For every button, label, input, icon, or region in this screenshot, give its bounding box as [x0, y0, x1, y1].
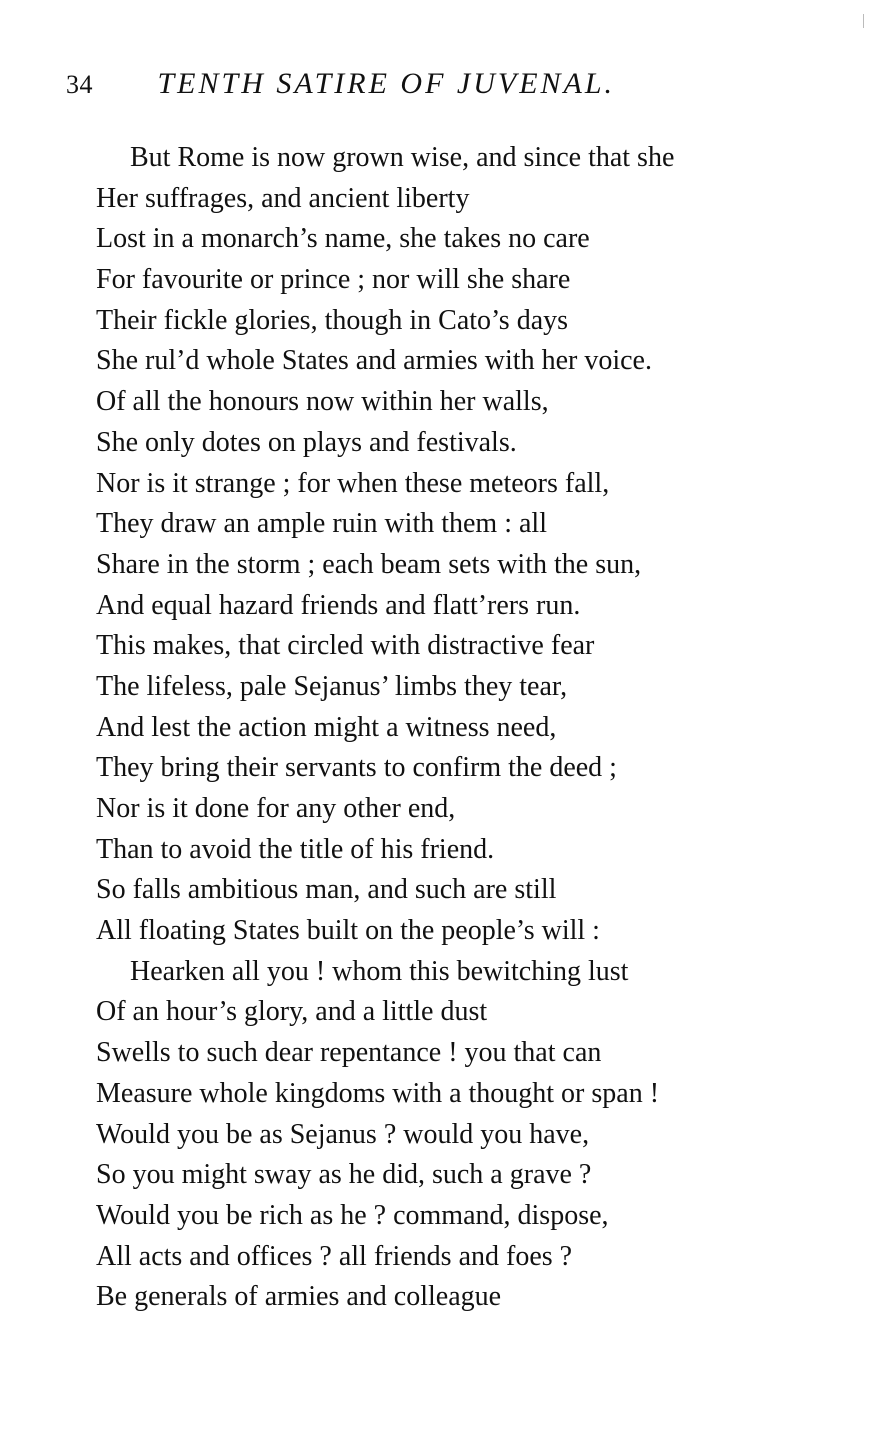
verse-line: So you might sway as he did, such a grave ? — [96, 1159, 592, 1191]
verse-line: Measure whole kingdoms with a thought or span ! — [96, 1077, 660, 1109]
page-edge-mark — [863, 14, 864, 28]
verse-line: This makes, that circled with distractive fear — [96, 630, 595, 662]
verse-line: They bring their servants to confirm the deed ; — [96, 752, 617, 784]
verse-line: The lifeless, pale Sejanus’ limbs they tear, — [96, 670, 568, 702]
verse-line: Of all the honours now within her walls, — [96, 386, 549, 418]
verse-line: So falls ambitious man, and such are still — [96, 874, 557, 906]
verse-line: Be generals of armies and colleague — [96, 1281, 502, 1313]
verse-line: Swells to such dear repentance ! you that can — [96, 1037, 602, 1069]
verse-line: And equal hazard friends and flatt’rers run. — [96, 589, 581, 621]
verse-line: Than to avoid the title of his friend. — [96, 833, 495, 865]
page-number: 34 — [66, 70, 93, 99]
verse-line: Their fickle glories, though in Cato’s days — [96, 304, 569, 336]
verse-line: Of an hour’s glory, and a little dust — [96, 996, 488, 1028]
verse-line: Nor is it done for any other end, — [96, 793, 456, 824]
verse-line: They draw an ample ruin with them : all — [96, 508, 547, 540]
running-head — [66, 64, 866, 104]
verse-line: Would you be as Sejanus ? would you have, — [96, 1118, 590, 1150]
verse-line: For favourite or prince ; nor will she share — [96, 264, 571, 296]
verse-line: Would you be rich as he ? command, dispose, — [96, 1199, 609, 1231]
verse-line: She rul’d whole States and armies with her voice. — [96, 345, 652, 377]
verse-line: Lost in a monarch’s name, she takes no care — [96, 223, 590, 255]
verse-line: And lest the action might a witness need, — [96, 711, 557, 743]
verse-line: Nor is it strange ; for when these meteors fall, — [96, 467, 610, 499]
verse-line: All floating States built on the people’s will : — [96, 915, 600, 947]
verse-line: Her suffrages, and ancient liberty — [96, 182, 470, 214]
verse-line: Share in the storm ; each beam sets with the sun, — [96, 548, 642, 580]
verse-line: But Rome is now grown wise, and since that she — [130, 142, 675, 173]
verse-text — [96, 138, 876, 1318]
running-title: TENTH SATIRE OF JUVENAL. — [157, 67, 616, 100]
verse-line: All acts and offices ? all friends and foes ? — [96, 1240, 573, 1272]
verse-line: She only dotes on plays and festivals. — [96, 426, 517, 458]
verse-line: Hearken all you ! whom this bewitching lust — [130, 955, 629, 987]
